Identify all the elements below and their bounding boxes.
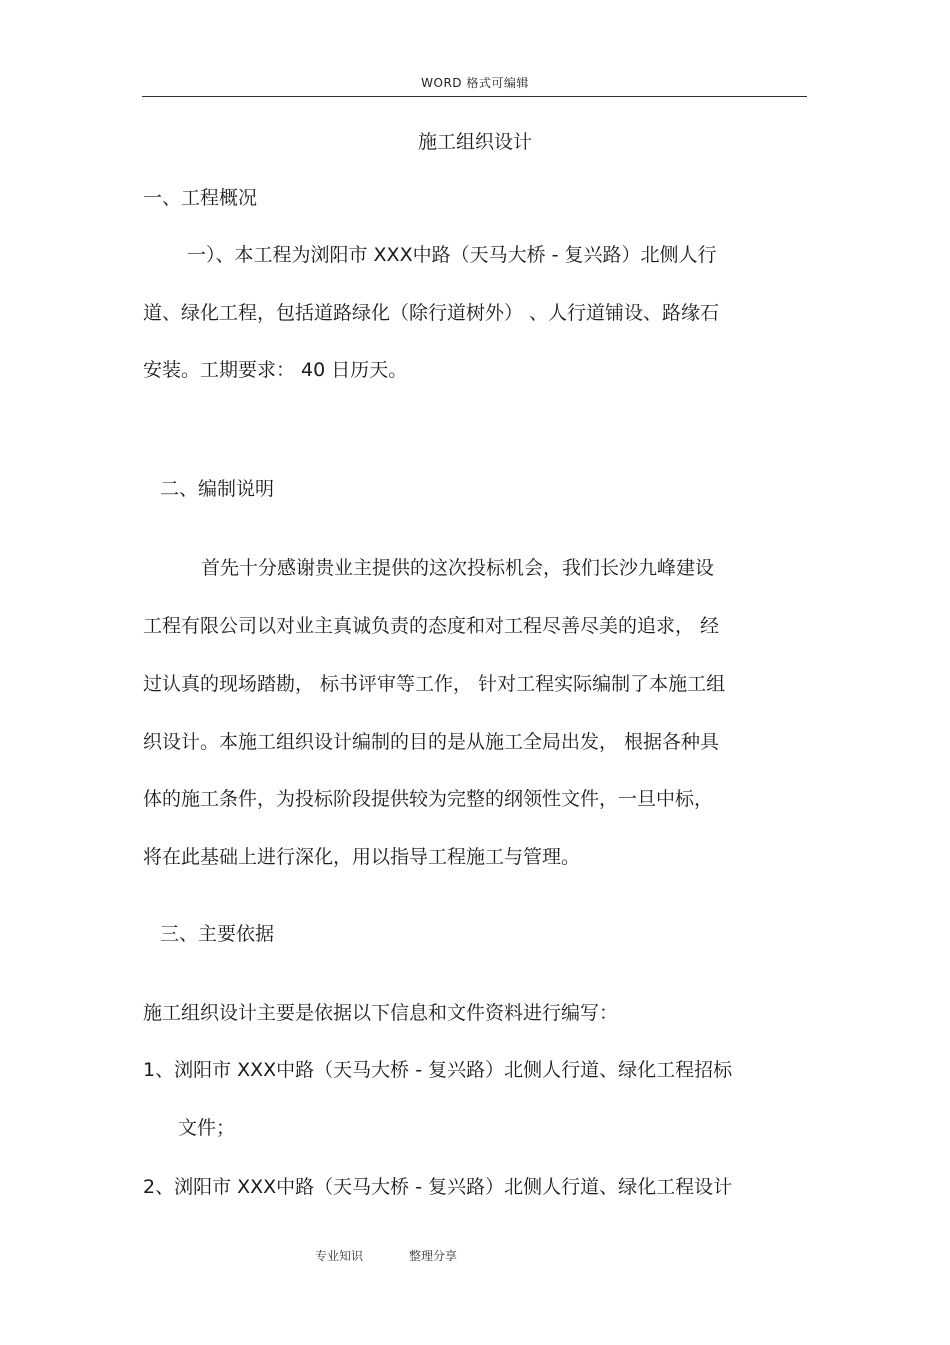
section-heading-overview: 一、工程概况 — [143, 187, 258, 209]
paragraph-line: 将在此基础上进行深化，用以指导工程施工与管理。 — [143, 846, 581, 868]
list-item: 1、浏阳市 XXX中路（天马大桥 - 复兴路）北侧人行道、绿化工程招标 — [143, 1059, 733, 1081]
document-title: 施工组织设计 — [417, 131, 532, 153]
paragraph-line: 过认真的现场踏勘， 标书评审等工作， 针对工程实际编制了本施工组 — [143, 673, 726, 695]
header-divider — [142, 96, 807, 97]
paragraph-line: 体的施工条件，为投标阶段提供较为完整的纲领性文件，一旦中标， — [143, 788, 714, 810]
paragraph-line: 首先十分感谢贵业主提供的这次投标机会，我们长沙九峰建设 — [201, 557, 715, 579]
paragraph-line: 施工组织设计主要是依据以下信息和文件资料进行编写： — [143, 1002, 619, 1024]
paragraph-line: 工程有限公司以对业主真诚负责的态度和对工程尽善尽美的追求， 经 — [143, 615, 720, 637]
section-heading-compilation: 二、编制说明 — [160, 478, 275, 500]
paragraph-line: 一）、本工程为浏阳市 XXX中路（天马大桥 - 复兴路）北侧人行 — [187, 244, 717, 266]
paragraph-line: 道、绿化工程，包括道路绿化（除行道树外） 、人行道铺设、路缘石 — [143, 302, 720, 324]
list-item-continuation: 文件； — [178, 1117, 236, 1139]
page-header: WORD 格式可编辑 — [421, 76, 529, 90]
paragraph-line: 织设计。本施工组织设计编制的目的是从施工全局出发， 根据各种具 — [143, 731, 720, 753]
paragraph-line: 安装。工期要求： 40 日历天。 — [143, 359, 408, 381]
footer-right: 整理分享 — [409, 1249, 458, 1263]
list-item: 2、浏阳市 XXX中路（天马大桥 - 复兴路）北侧人行道、绿化工程设计 — [143, 1176, 733, 1198]
section-heading-basis: 三、主要依据 — [160, 923, 275, 945]
footer-left: 专业知识 — [315, 1249, 364, 1263]
